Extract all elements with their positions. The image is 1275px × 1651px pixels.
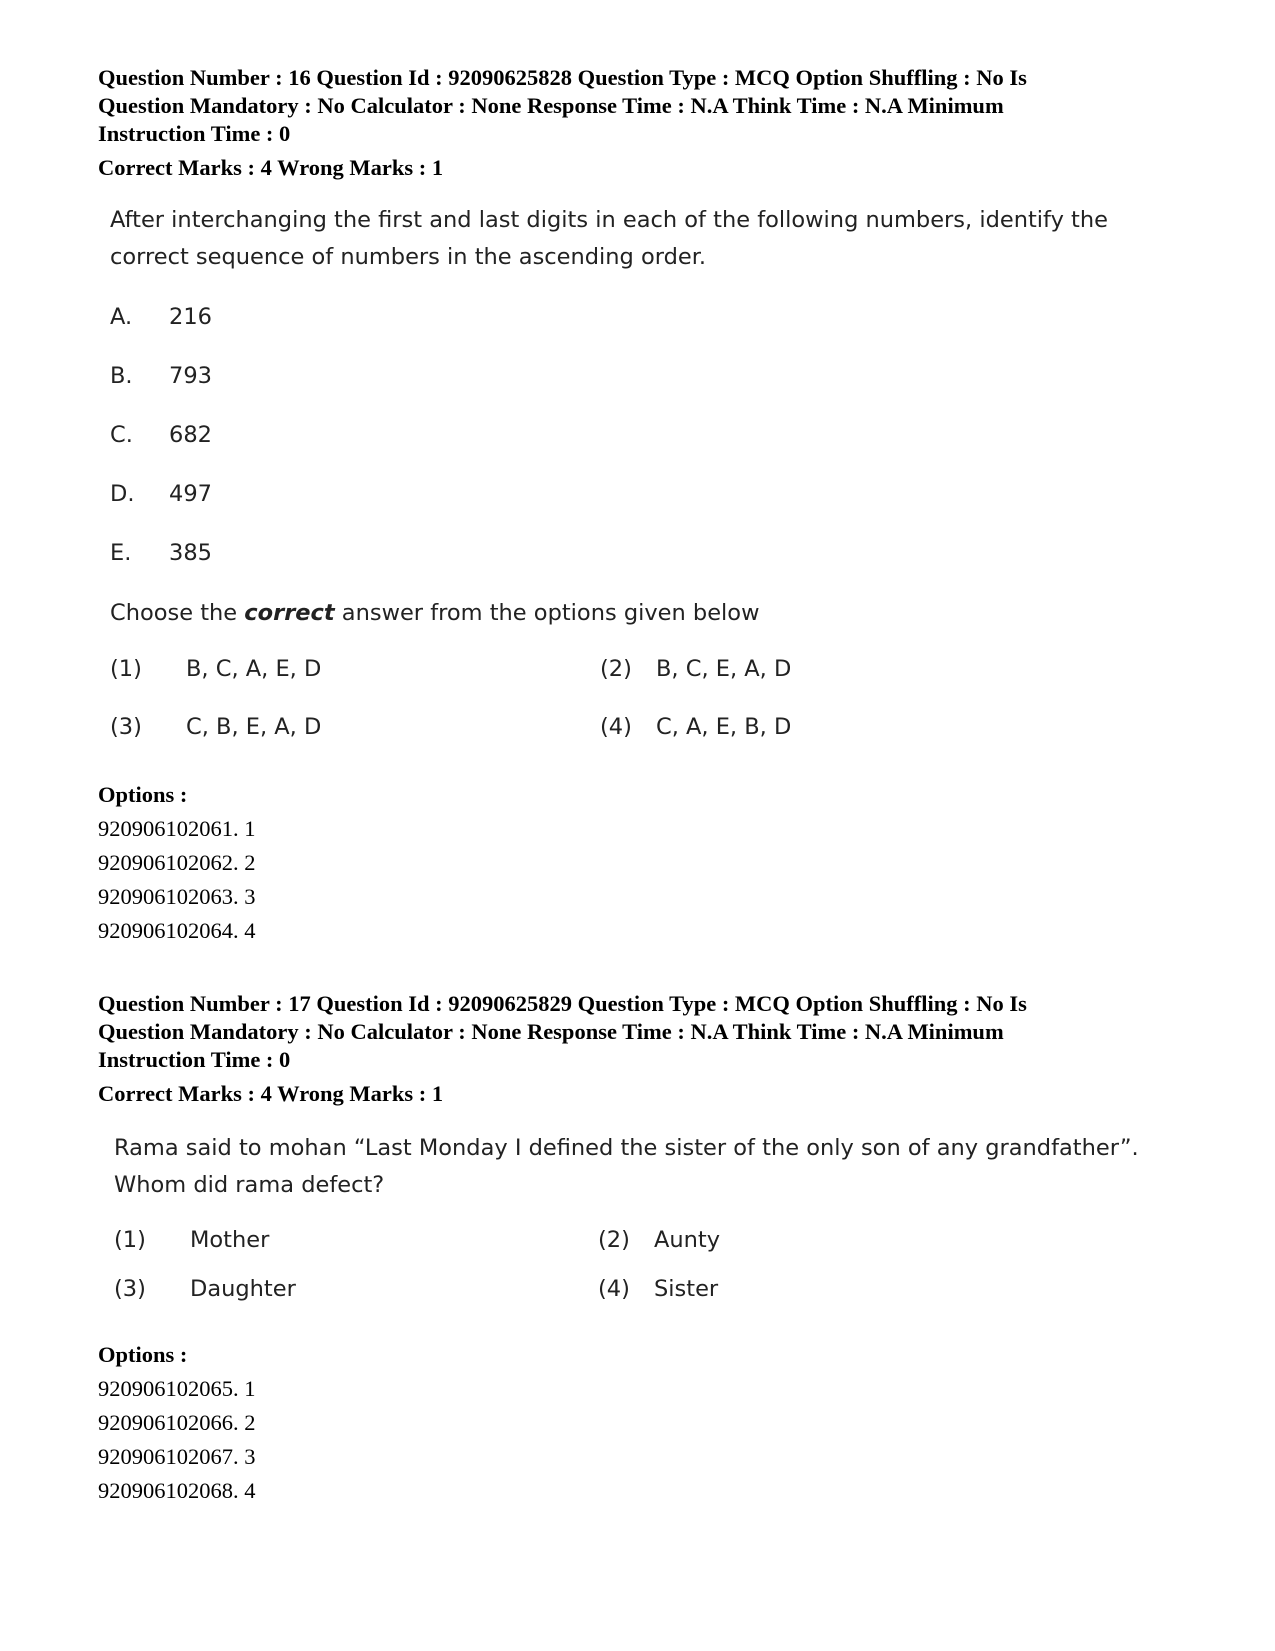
answer-choice bbox=[114, 1216, 598, 1265]
question-body bbox=[110, 202, 1178, 756]
answer-choice bbox=[110, 698, 600, 756]
stem-line: Rama said to mohan “Last Monday I defined the sister of the only son of any grandfather”. bbox=[114, 1135, 1139, 1161]
meta-line: Instruction Time : 0 bbox=[98, 121, 291, 146]
item-value: 682 bbox=[169, 422, 212, 448]
item-value: 385 bbox=[169, 540, 212, 566]
option-line: 920906102062. 2 bbox=[98, 850, 256, 875]
option-line: 920906102063. 3 bbox=[98, 884, 256, 909]
option-line: 920906102066. 2 bbox=[98, 1410, 256, 1435]
item-value: 497 bbox=[169, 481, 212, 507]
meta-line: Question Number : 17 Question Id : 92090625829 Question Type : MCQ Option Shuffling : No Is bbox=[98, 991, 1027, 1016]
answer-choices bbox=[114, 1216, 1178, 1314]
options-block bbox=[98, 1338, 1178, 1508]
item-letter: D. bbox=[110, 481, 135, 507]
list-item bbox=[110, 347, 1178, 406]
list-item bbox=[110, 465, 1178, 524]
choice-number: (4) bbox=[598, 1276, 630, 1302]
option-line: 920906102061. 1 bbox=[98, 816, 256, 841]
answer-choice bbox=[110, 640, 600, 698]
item-letter: B. bbox=[110, 363, 133, 389]
answer-choice bbox=[600, 640, 900, 698]
option-line: 920906102068. 4 bbox=[98, 1478, 256, 1503]
item-letter: E. bbox=[110, 540, 132, 566]
choose-emphasis: correct bbox=[244, 600, 335, 626]
question-body bbox=[114, 1130, 1178, 1314]
list-item bbox=[110, 524, 1178, 583]
choice-text: C, A, E, B, D bbox=[656, 713, 792, 740]
question-17 bbox=[98, 990, 1178, 1508]
choice-text: Aunty bbox=[654, 1227, 721, 1253]
meta-line: Question Mandatory : No Calculator : None Response Time : N.A Think Time : N.A Minimum bbox=[98, 93, 1004, 118]
meta-line: Question Mandatory : No Calculator : None Response Time : N.A Think Time : N.A Minimum bbox=[98, 1019, 1004, 1044]
answer-choice bbox=[598, 1216, 898, 1265]
item-letter: C. bbox=[110, 422, 133, 448]
item-list bbox=[110, 288, 1178, 583]
option-line: 920906102067. 3 bbox=[98, 1444, 256, 1469]
choice-number: (4) bbox=[600, 713, 632, 740]
options-label: Options : bbox=[98, 1342, 188, 1367]
choice-text: C, B, E, A, D bbox=[186, 713, 322, 740]
choice-text: B, C, E, A, D bbox=[656, 655, 792, 682]
choice-text: Mother bbox=[190, 1227, 270, 1253]
choice-text: Sister bbox=[654, 1276, 719, 1302]
question-meta bbox=[98, 990, 1178, 1108]
answer-choice bbox=[114, 1265, 598, 1314]
answer-choices bbox=[110, 640, 1178, 756]
choice-text: B, C, A, E, D bbox=[186, 655, 322, 682]
choice-number: (3) bbox=[114, 1276, 146, 1302]
choose-instruction bbox=[110, 595, 1178, 632]
stem-line: Whom did rama defect? bbox=[114, 1172, 385, 1198]
choose-text: Choose the bbox=[110, 600, 245, 626]
item-letter: A. bbox=[110, 304, 133, 330]
meta-line: Question Number : 16 Question Id : 92090625828 Question Type : MCQ Option Shuffling : No Is bbox=[98, 65, 1027, 90]
item-value: 793 bbox=[169, 363, 212, 389]
answer-choice bbox=[600, 698, 900, 756]
choice-text: Daughter bbox=[190, 1276, 296, 1302]
choice-number: (2) bbox=[598, 1227, 630, 1253]
list-item bbox=[110, 288, 1178, 347]
options-block bbox=[98, 778, 1178, 948]
question-meta bbox=[98, 64, 1178, 182]
question-stem bbox=[110, 202, 1178, 276]
option-line: 920906102064. 4 bbox=[98, 918, 256, 943]
list-item bbox=[110, 406, 1178, 465]
stem-line: correct sequence of numbers in the ascending order. bbox=[110, 244, 707, 270]
choice-number: (1) bbox=[110, 655, 142, 682]
stem-line: After interchanging the first and last digits in each of the following numbers, identify the bbox=[110, 207, 1108, 233]
marks-line: Correct Marks : 4 Wrong Marks : 1 bbox=[98, 1081, 444, 1106]
question-stem bbox=[114, 1130, 1178, 1204]
choice-number: (3) bbox=[110, 713, 142, 740]
choice-number: (1) bbox=[114, 1227, 146, 1253]
option-line: 920906102065. 1 bbox=[98, 1376, 256, 1401]
question-16 bbox=[98, 64, 1178, 948]
choice-number: (2) bbox=[600, 655, 632, 682]
marks-line: Correct Marks : 4 Wrong Marks : 1 bbox=[98, 155, 444, 180]
item-value: 216 bbox=[169, 304, 212, 330]
answer-choice bbox=[598, 1265, 898, 1314]
meta-line: Instruction Time : 0 bbox=[98, 1047, 291, 1072]
options-label: Options : bbox=[98, 782, 188, 807]
choose-text: answer from the options given below bbox=[334, 600, 760, 626]
